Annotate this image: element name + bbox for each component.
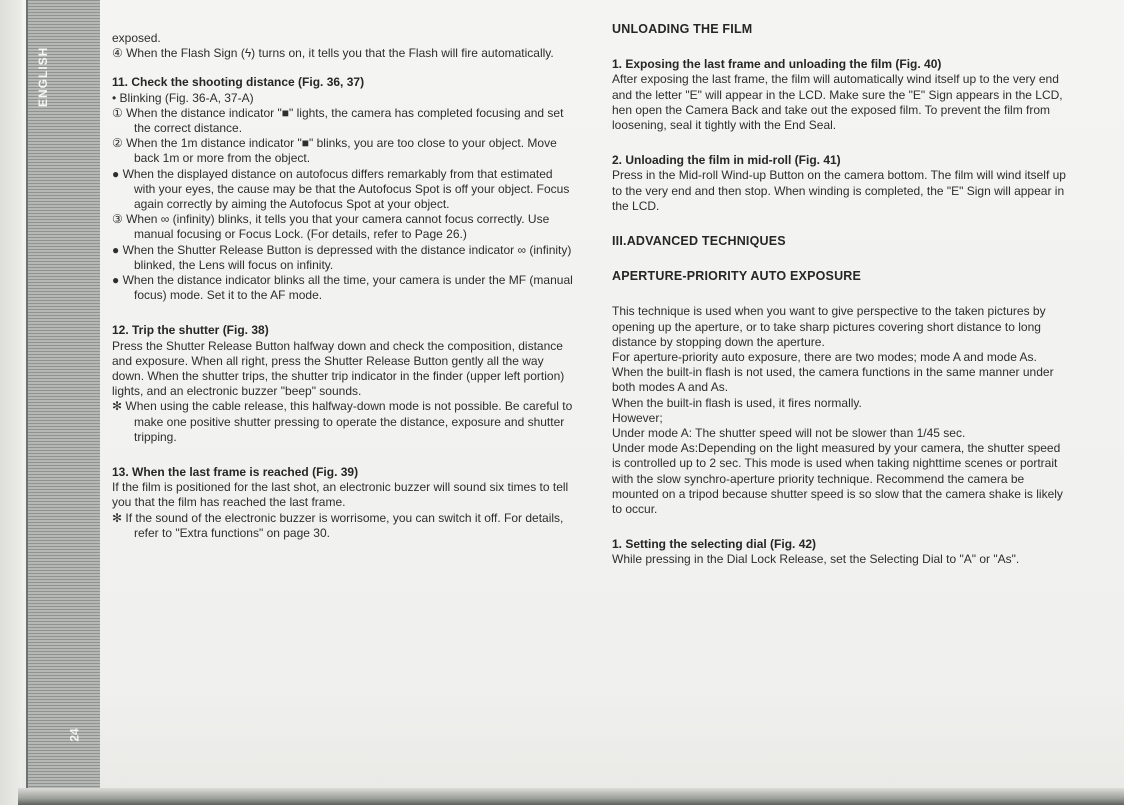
paragraph: Under mode A: The shutter speed will not be slower than 1/45 sec. bbox=[612, 426, 966, 441]
list-item: • Blinking (Fig. 36-A, 37-A) bbox=[112, 90, 254, 105]
list-item: ● When the distance indicator blinks all the time, your camera is under the MF (manual focus) mode. Set it to the AF mode. bbox=[112, 273, 573, 303]
list-item: ● When the Shutter Release Button is depressed with the distance indicator ∞ (infinity) blinked, the Lens will focus on infinity. bbox=[112, 242, 572, 272]
section-heading: 1. Setting the selecting dial (Fig. 42) bbox=[612, 537, 817, 552]
page-left-margin bbox=[0, 0, 22, 805]
paragraph: Press the Shutter Release Button halfway down and check the composition, distance and exposure. When all right, press the Shutter Release Button gently all the way down. When the shutter trips, the shutter trip indicator in the finder (upper left portion) lights, and an electronic buzzer "beep" sounds. bbox=[112, 338, 565, 399]
paragraph: exposed. bbox=[112, 31, 161, 45]
spacer bbox=[612, 249, 1068, 269]
paragraph: When the built-in flash is used, it fires normally. bbox=[612, 395, 862, 410]
list-item: ✻ If the sound of the electronic buzzer is worrisome, you can switch it off. For details, refer to "Extra functions" on page 30. bbox=[112, 510, 564, 540]
spacer bbox=[612, 214, 1068, 234]
paragraph: For aperture-priority auto exposure, there are two modes; mode A and mode As. When the built-in flash is not used, the camera functions in the same manner under both modes A and As. bbox=[612, 350, 1054, 395]
paragraph: Under mode As:Depending on the light measured by your camera, the shutter speed is controlled up to 2 sec. This mode is used when taking nighttime scenes or portrait with the slow synchro-aperture priority technique. Recommend the camera be mounted on a tripod because shutter speed is so slow that the camera shake is likely to occur. bbox=[612, 441, 1063, 517]
list-item: ④ When the Flash Sign (ϟ) turns on, it tells you that the Flash will fire automatically. bbox=[112, 46, 554, 61]
list-item: ① When the distance indicator "■" lights, the camera has completed focusing and set the correct distance. bbox=[112, 105, 564, 136]
section-heading: 13. When the last frame is reached (Fig. 39) bbox=[112, 465, 359, 480]
paragraph: This technique is used when you want to give perspective to the taken pictures by opening up the aperture, or to take sharp pictures covering short distance to long distance by stopping down the aperture. bbox=[612, 304, 1046, 349]
chapter-heading: APERTURE-PRIORITY AUTO EXPOSURE bbox=[612, 269, 862, 284]
chapter-heading: UNLOADING THE FILM bbox=[612, 22, 753, 36]
list-item: ✻ When using the cable release, this halfway-down mode is not possible. Be careful to make one positive shutter pressing to operate the distance, exposure and shutter tripping. bbox=[112, 399, 573, 444]
section-heading: 2. Unloading the film in mid-roll (Fig. 41) bbox=[612, 153, 841, 168]
paragraph: However; bbox=[612, 410, 663, 425]
spacer bbox=[612, 517, 1068, 537]
spacer bbox=[112, 303, 574, 323]
list-item: ② When the 1m distance indicator "■" blinks, you are too close to your object. Move back 1m or more from the object. bbox=[112, 136, 557, 166]
section-heading: 12. Trip the shutter (Fig. 38) bbox=[112, 323, 269, 338]
paragraph: If the film is positioned for the last shot, an electronic buzzer will sound six times to tell you that the film has reached the last frame. bbox=[112, 480, 569, 510]
list-item: ③ When ∞ (infinity) blinks, it tells you that your camera cannot focus correctly. Use manual focusing or Focus Lock. (For details, refer to Page 26.) bbox=[112, 212, 550, 242]
section-heading: 1. Exposing the last frame and unloading the film (Fig. 40) bbox=[612, 57, 942, 72]
page-number: 24 bbox=[67, 728, 82, 742]
paragraph: Press in the Mid-roll Wind-up Button on the camera bottom. The film will wind itself up to the very end and then stop. When winding is completed, the "E" Sign will appear in the LCD. bbox=[612, 168, 1066, 213]
language-label: ENGLISH bbox=[36, 46, 50, 108]
chapter-heading: III.ADVANCED TECHNIQUES bbox=[612, 234, 786, 249]
paragraph: After exposing the last frame, the film will automatically wind itself up to the very end and the letter "E" will appear in the LCD. Make sure the "E" Sign appears in the LCD, hen open the Camera Back and take out the exposed film. To prevent the film from loosening, seal it tightly with the End Seal. bbox=[612, 72, 1063, 133]
right-column bbox=[612, 0, 1068, 568]
spacer bbox=[612, 133, 1068, 153]
spacer bbox=[112, 445, 574, 465]
list-item: ● When the displayed distance on autofocus differs remarkably from that estimated with your eyes, the cause may be that the Autofocus Spot is off your object. Focus again correctly by aiming the Autofocus Spot at your object. bbox=[112, 166, 570, 212]
section-heading: 11. Check the shooting distance (Fig. 36, 37) bbox=[112, 75, 365, 90]
left-column bbox=[112, 0, 574, 541]
spacer bbox=[612, 284, 1068, 304]
paragraph: While pressing in the Dial Lock Release, set the Selecting Dial to "A" or "As". bbox=[612, 552, 1020, 567]
page-bottom-edge bbox=[18, 788, 1124, 805]
spacer bbox=[112, 61, 574, 75]
spacer bbox=[612, 37, 1068, 57]
language-tab-strip bbox=[26, 0, 100, 793]
